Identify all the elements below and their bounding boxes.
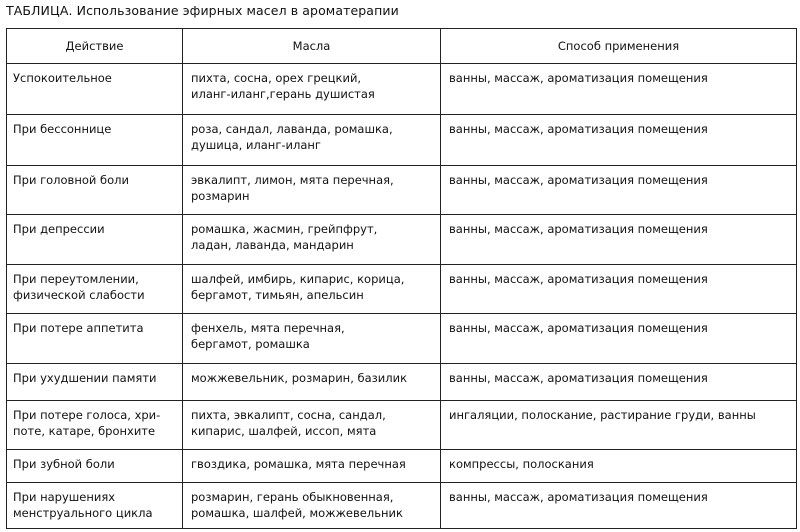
oils-cell: можжевельник, розмарин, базилик (183, 364, 441, 401)
table-row (7, 115, 797, 166)
oils-cell: ромашка, жасмин, грейпфрут, ладан, лаванда, мандарин (183, 215, 441, 265)
table-row (7, 401, 797, 450)
action-cell: При депрессии (7, 215, 183, 265)
method-cell: ванны, массаж, ароматизация помещения (441, 64, 797, 115)
oils-cell: эвкалипт, лимон, мята перечная, розмарин (183, 166, 441, 215)
action-cell: При зубной боли (7, 450, 183, 483)
method-cell: ванны, массаж, ароматизация помещения (441, 265, 797, 314)
header-oils: Масла (183, 29, 441, 64)
table-row (7, 215, 797, 265)
method-cell: ванны, массаж, ароматизация помещения (441, 115, 797, 166)
header-action: Действие (7, 29, 183, 64)
table-row (7, 265, 797, 314)
method-cell: ванны, массаж, ароматизация помещения (441, 166, 797, 215)
action-cell: При ухудшении памяти (7, 364, 183, 401)
header-row (7, 29, 797, 64)
action-cell: При переутомлении, физической слабости (7, 265, 183, 314)
table-row (7, 450, 797, 483)
action-cell: Успокоительное (7, 64, 183, 115)
oils-cell: розмарин, герань обыкновенная, ромашка, шалфей, можжевельник (183, 483, 441, 529)
oils-cell: пихта, сосна, орех грецкий, иланг-иланг,герань душистая (183, 64, 441, 115)
table-row (7, 483, 797, 529)
table-row (7, 314, 797, 364)
method-cell: компрессы, полоскания (441, 450, 797, 483)
table-row (7, 364, 797, 401)
action-cell: При потере аппетита (7, 314, 183, 364)
table-row (7, 166, 797, 215)
oils-cell: пихта, эвкалипт, сосна, сандал, кипарис, шалфей, иссоп, мята (183, 401, 441, 450)
oils-cell: гвоздика, ромашка, мята перечная (183, 450, 441, 483)
method-cell: ванны, массаж, ароматизация помещения (441, 483, 797, 529)
oils-cell: шалфей, имбирь, кипарис, корица, бергамот, тимьян, апельсин (183, 265, 441, 314)
action-cell: При нарушениях менструального цикла (7, 483, 183, 529)
oils-cell: роза, сандал, лаванда, ромашка, душица, иланг-иланг (183, 115, 441, 166)
header-method: Способ применения (441, 29, 797, 64)
action-cell: При потере голоса, хри- поте, катаре, бронхите (7, 401, 183, 450)
table-caption: ТАБЛИЦА. Использование эфирных масел в ароматерапии (6, 3, 399, 18)
method-cell: ванны, массаж, ароматизация помещения (441, 215, 797, 265)
oils-cell: фенхель, мята перечная, бергамот, ромашка (183, 314, 441, 364)
method-cell: ванны, массаж, ароматизация помещения (441, 364, 797, 401)
action-cell: При головной боли (7, 166, 183, 215)
method-cell: ингаляции, полоскание, растирание груди, ванны (441, 401, 797, 450)
method-cell: ванны, массаж, ароматизация помещения (441, 314, 797, 364)
table-row (7, 64, 797, 115)
oils-table (6, 28, 797, 529)
action-cell: При бессоннице (7, 115, 183, 166)
